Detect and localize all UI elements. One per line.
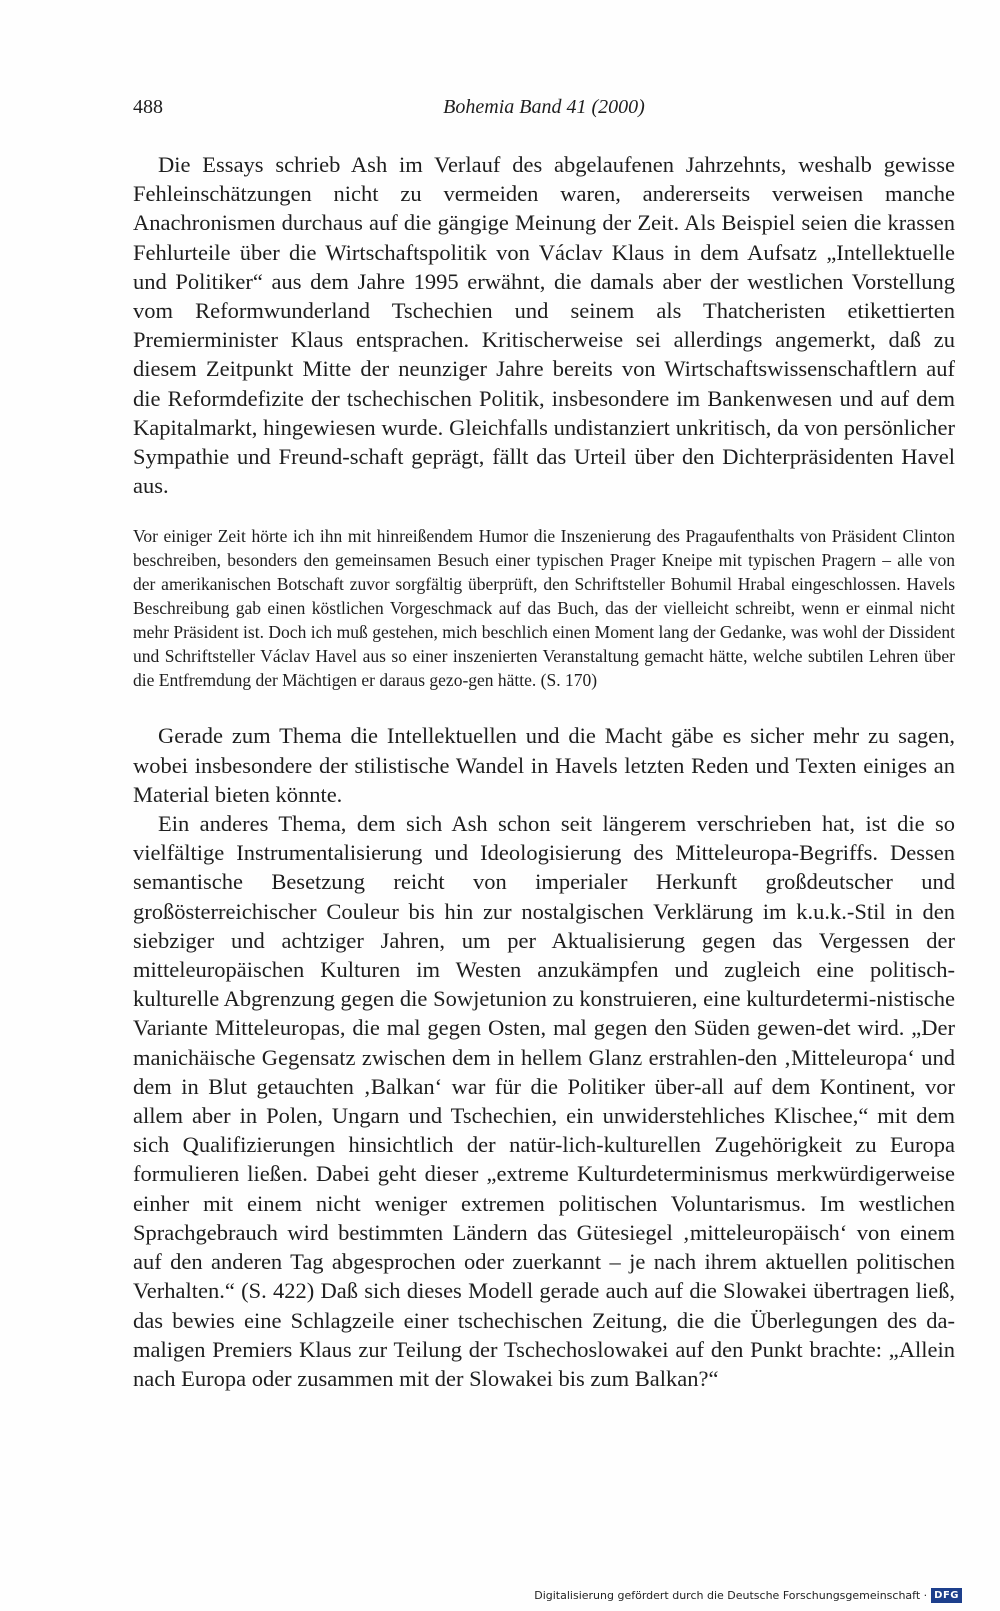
footer-text: Digitalisierung gefördert durch die Deutsche Forschungsgemeinschaft ·: [534, 1588, 928, 1602]
paragraph-intellectuals: Gerade zum Thema die Intellektuellen und die Macht gäbe es sicher mehr zu sagen, wobei insbesondere der stilistische Wandel in Havels letzten Reden und Texten einiges an Material bieten könnte.: [133, 723, 955, 807]
dfg-logo-icon: DFG: [931, 1588, 962, 1603]
paragraph-essays: Die Essays schrieb Ash im Verlauf des abgelaufenen Jahrzehnts, weshalb gewisse Fehleinschätzungen nicht zu vermeiden waren, andererseits verweisen manche Anachronismen durchaus auf die gängige Meinung der Zeit. Als Beispiel seien die krassen Fehlurteile über die Wirtschaftspolitik von Václav Klaus in dem Aufsatz „Intellektuelle und Politiker“ aus dem Jahre 1995 erwähnt, die damals aber der westlichen Vorstellung vom Reformwunderland Tschechien und seinem als Thatcheristen etikettierten Premierminister Klaus entsprachen. Kritischerweise sei allerdings angemerkt, daß zu diesem Zeitpunkt Mitte der neunziger Jahre bereits von Wirtschaftswissenschaftlern auf die Reformdefizite der tschechischen Politik, insbesondere im Bankenwesen und auf dem Kapitalmarkt, hingewiesen wurde. Gleichfalls undistanziert unkritisch, da von persönlicher Sympathie und Freund-schaft geprägt, fällt das Urteil über den Dichterpräsidenten Havel aus.: [133, 152, 955, 499]
page-header: [133, 96, 955, 126]
text-body: [133, 150, 955, 1393]
page-number: 488: [133, 96, 163, 118]
digitization-footer: [534, 1585, 962, 1605]
running-title: Bohemia Band 41 (2000): [443, 96, 645, 118]
paragraph-mitteleuropa: Ein anderes Thema, dem sich Ash schon seit längerem verschrieben hat, ist die so vielfältige Instrumentalisierung und Ideologisierung des Mitteleuropa-Begriffs. Dessen semantische Besetzung reicht von imperialer Herkunft großdeutscher und großösterreichischer Couleur bis hin zur nostalgischen Verklärung im k.u.k.-Stil in den siebziger und achtziger Jahren, um per Aktualisierung gegen das Vergessen der mitteleuropäischen Kulturen im Westen anzukämpfen und zugleich eine politisch-kulturelle Abgrenzung gegen die Sowjetunion zu konstruieren, eine kulturdetermi-nistische Variante Mitteleuropas, die mal gegen Osten, mal gegen den Süden gewen-det wird. „Der manichäische Gegensatz zwischen dem in hellem Glanz erstrahlen-den ‚Mitteleuropa‘ und dem in Blut getauchten ‚Balkan‘ war für die Politiker über-all auf dem Kontinent, vor allem aber in Polen, Ungarn und Tschechien, ein unwiderstehliches Klischee,“ mit dem sich Qualifizierungen hinsichtlich der natür-lich-kulturellen Zugehörigkeit zu Europa formulieren ließen. Dabei geht dieser „extreme Kulturdeterminismus merkwürdigerweise einher mit einem nicht weniger extremen politischen Voluntarismus. Im westlichen Sprachgebrauch wird bestimmten Ländern das Gütesiegel ‚mitteleuropäisch‘ von einem auf den anderen Tag abgesprochen oder zuerkannt – je nach ihrem aktuellen politischen Verhalten.“ (S. 422) Daß sich dieses Modell gerade auch auf die Slowakei übertragen ließ, das bewies eine Schlagzeile einer tschechischen Zeitung, die die Überlegungen des da-maligen Premiers Klaus zur Teilung der Tschechoslowakei auf den Punkt brachte: „Allein nach Europa oder zusammen mit der Slowakei bis zum Balkan?“: [133, 811, 955, 1391]
block-quote-havel: Vor einiger Zeit hörte ich ihn mit hinreißendem Humor die Inszenierung des Pragaufenthalts von Präsident Clinton beschreiben, besonders den gemeinsamen Besuch einer typischen Prager Kneipe mit typischen Pragern – alle von der amerikanischen Botschaft zuvor sorgfältig überprüft, den Schriftsteller Bohumil Hrabal eingeschlossen. Havels Beschreibung gab einen köstlichen Vorgeschmack auf das Buch, das der vielleicht schreibt, wenn er einmal nicht mehr Präsident ist. Doch ich muß gestehen, mich beschlich einen Moment lang der Gedanke, was wohl der Dissident und Schriftsteller Václav Havel aus so einer inszenierten Veranstaltung gemacht hätte, welche subtilen Lehren über die Entfremdung der Mächtigen er daraus gezo-gen hätte. (S. 170): [133, 526, 955, 691]
